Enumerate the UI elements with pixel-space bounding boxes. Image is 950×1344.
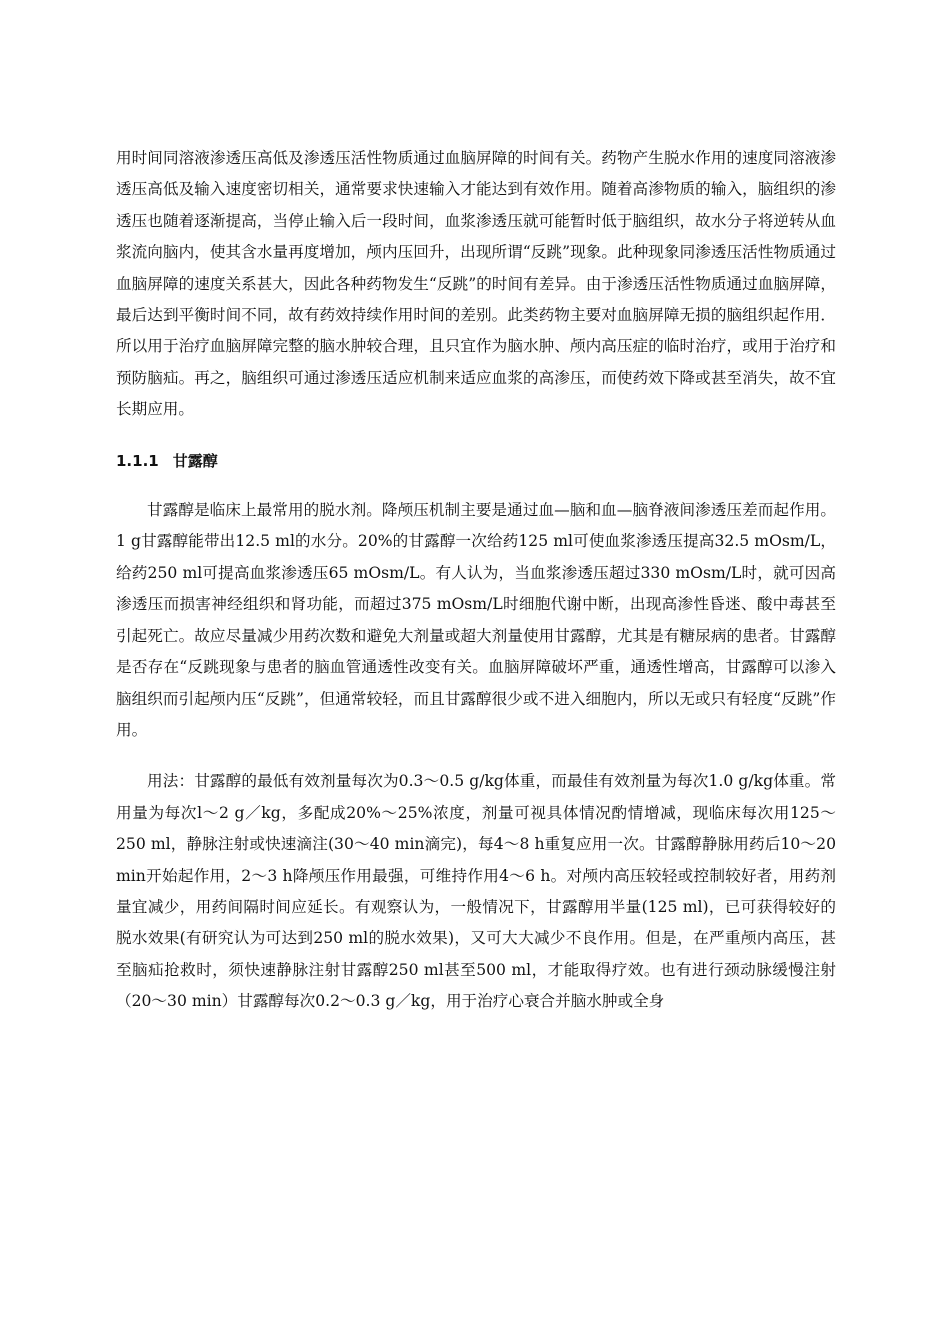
paragraph-mannitol-intro: 甘露醇是临床上最常用的脱水剂。降颅压机制主要是通过血—脑和血—脑脊液间渗透压差而起作用。1 g甘露醇能带出12.5 ml的水分。20%的甘露醇一次给药125 ml可使血浆渗透压提高32.5 mOsm/L，给药250 ml可提高血浆渗透压65 mOsm/L。有人认为，当血浆渗透压超过330 mOsm/L时，就可因高渗透压而损害神经组织和肾功能，而超过375 mOsm/L时细胞代谢中断，出现高渗性昏迷、酸中毒甚至引起死亡。故应尽量减少用药次数和避免大剂量或超大剂量使用甘露醇，尤其是有糖尿病的患者。甘露醇是否存在“反跳现象与患者的脑血管通透性改变有关。血脑屏障破坏严重，通透性增高，甘露醇可以渗入脑组织而引起颅内压“反跳”，但通常较轻，而且甘露醇很少或不进入细胞内，所以无或只有轻度“反跳”作用。 xyxy=(116,501,836,739)
document-body xyxy=(116,143,836,1018)
section-title: 甘露醇 xyxy=(172,451,218,470)
paragraph-osmotic-rebound: 用时间同溶液渗透压高低及渗透压活性物质通过血脑屏障的时间有关。药物产生脱水作用的速度同溶液渗透压高低及输入速度密切相关，通常要求快速输入才能达到有效作用。随着高渗物质的输入，脑组织的渗透压也随着逐渐提高，当停止输入后一段时间，血浆渗透压就可能暂时低于脑组织，故水分子将逆转从血浆流向脑内，使其含水量再度增加，颅内压回升，出现所谓“反跳”现象。此种现象同渗透压活性物质通过血脑屏障的速度关系甚大，因此各种药物发生“反跳”的时间有差异。由于渗透压活性物质通过血脑屏障，最后达到平衡时间不同，故有药效持续作用时间的差别。此类药物主要对血脑屏障无损的脑组织起作用．所以用于治疗血脑屏障完整的脑水肿较合理，且只宜作为脑水肿、颅内高压症的临时治疗，或用于治疗和预防脑疝。再之，脑组织可通过渗透压适应机制来适应血浆的高渗压，而使药效下降或甚至消失，故不宜长期应用。 xyxy=(116,149,836,419)
paragraph-spacer xyxy=(116,477,836,495)
section-number: 1.1.1 xyxy=(116,451,159,470)
section-heading xyxy=(116,446,836,477)
paragraph-spacer xyxy=(116,426,836,446)
paragraph-mannitol-usage: 用法：甘露醇的最低有效剂量每次为0.3～0.5 g/kg体重，而最佳有效剂量为每次1.0 g/kg体重。常用量为每次l～2 g／kg，多配成20%～25%浓度，剂量可视具体情况酌情增减，现临床每次用125～250 ml，静脉注射或快速滴注(30～40 min滴完)，每4～8 h重复应用一次。甘露醇静脉用药后10～20 min开始起作用，2～3 h降颅压作用最强，可维持作用4～6 h。对颅内高压较轻或控制较好者，用药剂量宜减少，用药间隔时间应延长。有观察认为，一般情况下，甘露醇用半量(125 ml)，已可获得较好的脱水效果(有研究认为可达到250 ml的脱水效果)，又可大大减少不良作用。但是，在严重颅内高压，甚至脑疝抢救时，须快速静脉注射甘露醇250 ml甚至500 ml，才能取得疗效。也有进行颈动脉缓慢注射（20～30 min）甘露醇每次0.2～0.3 g／kg，用于治疗心衰合并脑水肿或全身 xyxy=(116,772,836,1011)
paragraph-spacer xyxy=(116,746,836,766)
